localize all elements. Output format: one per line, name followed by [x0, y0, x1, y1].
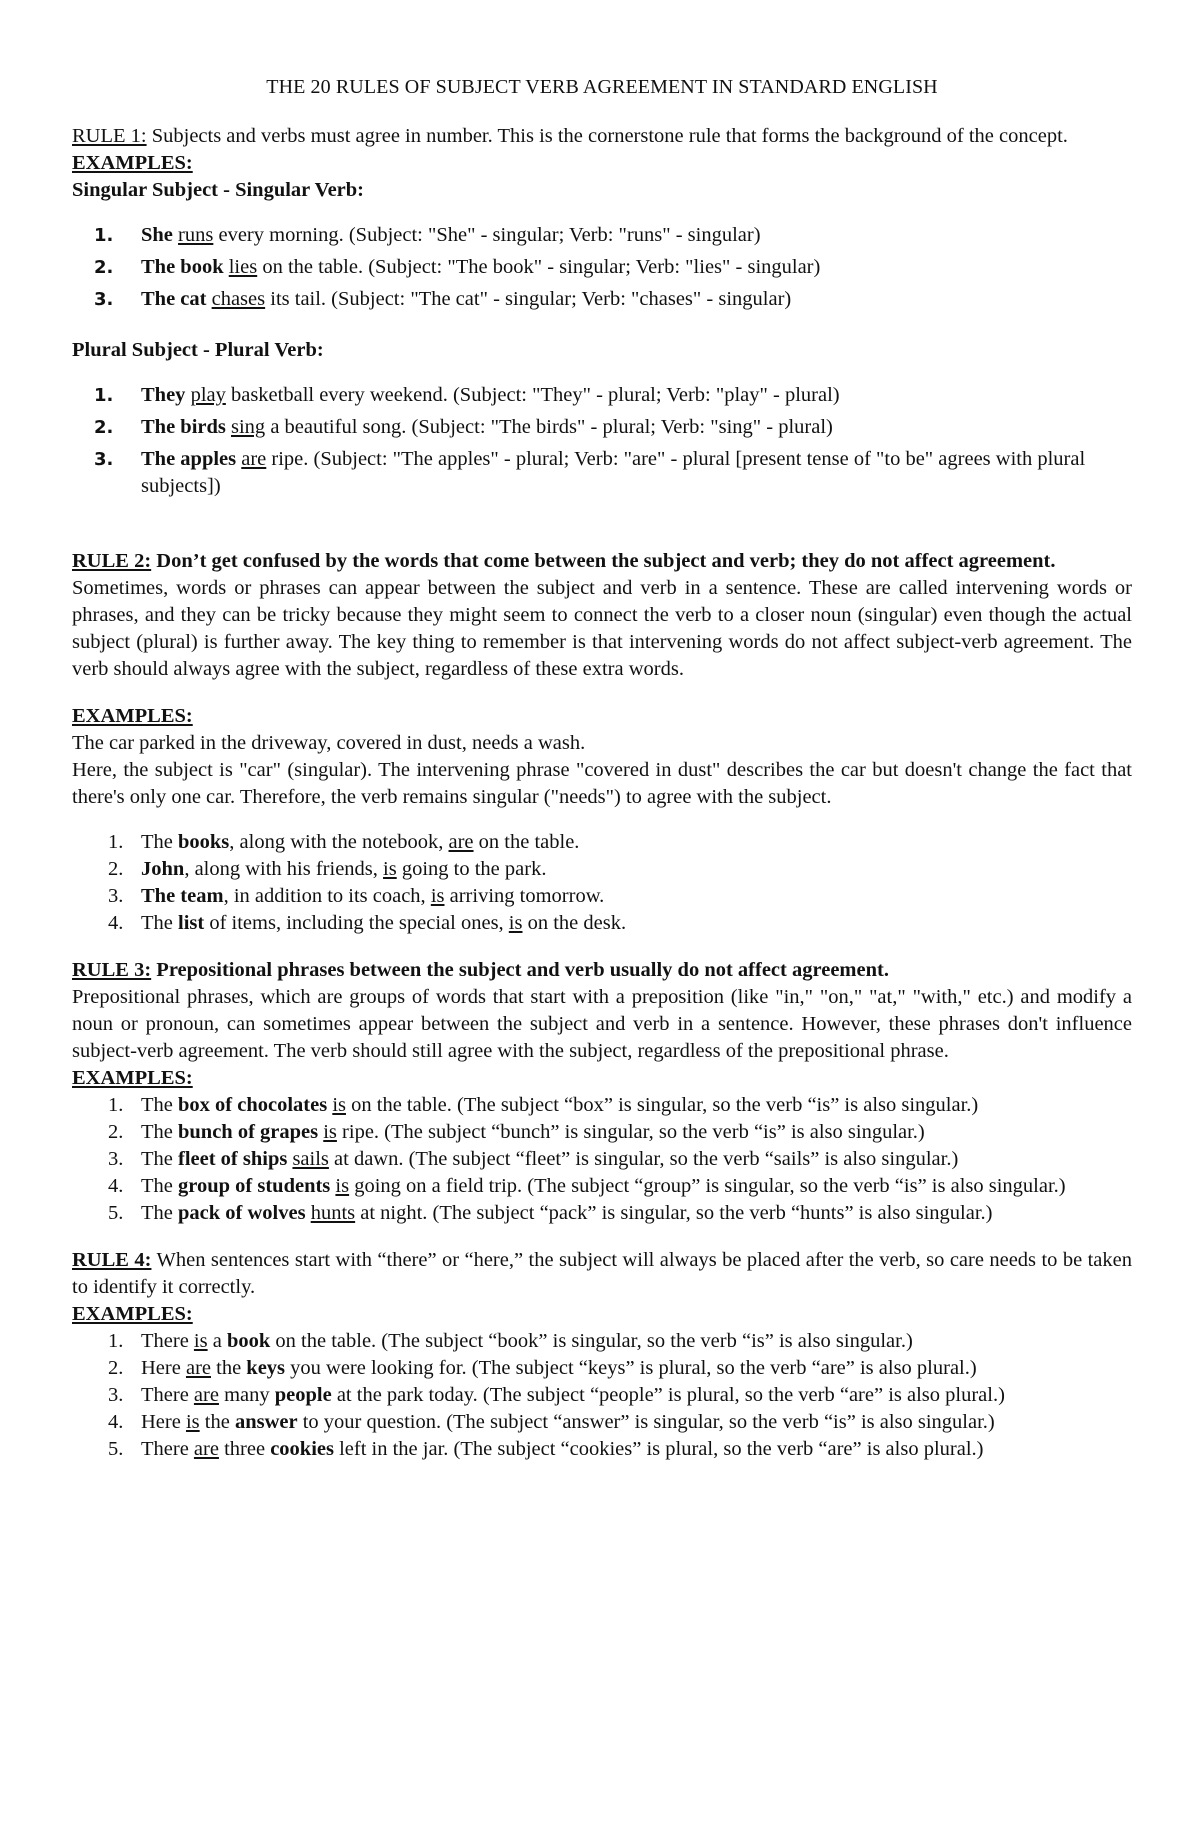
- rule-4-examples-list: [72, 1328, 1132, 1463]
- rule-1-section: [72, 123, 1132, 500]
- list-item: 2. The birds sing a beautiful song. (Subject: "The birds" - plural; Verb: "sing" - plural): [94, 416, 833, 438]
- list-item: 2. Here are the keys you were looking for. (The subject “keys” is plural, so the verb “are” is also plural.): [108, 1357, 977, 1379]
- rule-2-paragraph: Sometimes, words or phrases can appear between the subject and verb in a sentence. These are called intervening words or phrases, and they can be tricky because they might seem to connect the verb to a closer noun (singular) even though the actual subject (plural) is further away. The key thing to remember is that intervening words do not affect subject-verb agreement. The verb should always agree with the subject, regardless of these extra words.: [72, 577, 1132, 680]
- rule-4-examples-label: EXAMPLES:: [72, 1303, 193, 1325]
- list-item: 5. The pack of wolves hunts at night. (The subject “pack” is singular, so the verb “hunts” is also singular.): [108, 1202, 993, 1224]
- rule-4-label: RULE 4:: [72, 1249, 152, 1271]
- rule-1-examples-label: EXAMPLES:: [72, 152, 193, 174]
- plural-examples-list: [72, 382, 1132, 500]
- list-item: 5. There are three cookies left in the jar. (The subject “cookies” is plural, so the verb “are” is also plural.): [108, 1438, 984, 1460]
- rule-3-section: [72, 957, 1132, 1227]
- rule-1-label: RULE 1:: [72, 125, 147, 147]
- rule-3-label: RULE 3:: [72, 959, 152, 981]
- list-item: 3. The team, in addition to its coach, is arriving tomorrow.: [108, 885, 605, 907]
- rule-3-heading: RULE 3: Prepositional phrases between the subject and verb usually do not affect agreement.: [72, 959, 889, 981]
- document-page: [72, 64, 1132, 1463]
- list-item: 1. They play basketball every weekend. (Subject: "They" - plural; Verb: "play" - plural): [94, 384, 840, 406]
- rule-2-example-sentence: The car parked in the driveway, covered in dust, needs a wash.: [72, 732, 586, 754]
- singular-heading: Singular Subject - Singular Verb:: [72, 179, 365, 201]
- list-item: 1. There is a book on the table. (The subject “book” is singular, so the verb “is” is also singular.): [108, 1330, 913, 1352]
- rule-2-examples-label: EXAMPLES:: [72, 705, 193, 727]
- rule-1-text: Subjects and verbs must agree in number. This is the cornerstone rule that forms the background of the concept.: [146, 125, 1068, 147]
- list-item: 2. The book lies on the table. (Subject: "The book" - singular; Verb: "lies" - singular): [94, 256, 821, 278]
- rule-1-intro: [72, 123, 1132, 150]
- rule-4-section: [72, 1247, 1132, 1463]
- list-item: 1. The box of chocolates is on the table. (The subject “box” is singular, so the verb “is” is also singular.): [108, 1094, 979, 1116]
- list-item: 2. John, along with his friends, is going to the park.: [108, 858, 547, 880]
- rule-3-paragraph: Prepositional phrases, which are groups of words that start with a preposition (like "in," "on," "at," "with," etc.) and modify a noun or pronoun, can sometimes appear between the subject and verb in a sentence. However, these phrases don't influence subject-verb agreement. The verb should still agree with the subject, regardless of the prepositional phrase.: [72, 986, 1132, 1062]
- rule-2-examples-list: [72, 829, 1132, 937]
- rule-4-intro: RULE 4: When sentences start with “there” or “here,” the subject will always be placed after the verb, so care needs to be taken to identify it correctly.: [72, 1249, 1132, 1298]
- rule-2-label: RULE 2:: [72, 550, 152, 572]
- rule-2-section: [72, 548, 1132, 937]
- rule-2-heading: RULE 2: Don’t get confused by the words that come between the subject and verb; they do not affect agreement.: [72, 550, 1056, 572]
- list-item: 3. The cat chases its tail. (Subject: "The cat" - singular; Verb: "chases" - singular): [94, 288, 792, 310]
- rule-2-explanation: Here, the subject is "car" (singular). The intervening phrase "covered in dust" describes the car but doesn't change the fact that there's only one car. Therefore, the verb remains singular ("needs") to agree with the subject.: [72, 759, 1132, 808]
- document-title: THE 20 RULES OF SUBJECT VERB AGREEMENT IN STANDARD ENGLISH: [266, 76, 938, 98]
- singular-examples-list: [72, 222, 1132, 313]
- list-item: 4. The list of items, including the special ones, is on the desk.: [108, 912, 627, 934]
- rule-3-examples-list: [72, 1092, 1132, 1227]
- list-item: 3. The fleet of ships sails at dawn. (The subject “fleet” is singular, so the verb “sails” is also singular.): [108, 1148, 959, 1170]
- plural-heading: Plural Subject - Plural Verb:: [72, 339, 324, 361]
- list-item: 1. The books, along with the notebook, are on the table.: [108, 831, 580, 853]
- list-item: 3. The apples are ripe. (Subject: "The apples" - plural; Verb: "are" - plural [present tense of "to be" agrees with plural subjects]): [94, 448, 1086, 497]
- list-item: 3. There are many people at the park today. (The subject “people” is plural, so the verb “are” is also plural.): [108, 1384, 1005, 1406]
- list-item: 2. The bunch of grapes is ripe. (The subject “bunch” is singular, so the verb “is” is also singular.): [108, 1121, 925, 1143]
- list-item: 1. She runs every morning. (Subject: "She" - singular; Verb: "runs" - singular): [94, 224, 761, 246]
- rule-3-examples-label: EXAMPLES:: [72, 1067, 193, 1089]
- list-item: 4. Here is the answer to your question. (The subject “answer” is singular, so the verb “is” is also singular.): [108, 1411, 995, 1433]
- list-item: 4. The group of students is going on a field trip. (The subject “group” is singular, so the verb “is” is also singular.): [108, 1175, 1066, 1197]
